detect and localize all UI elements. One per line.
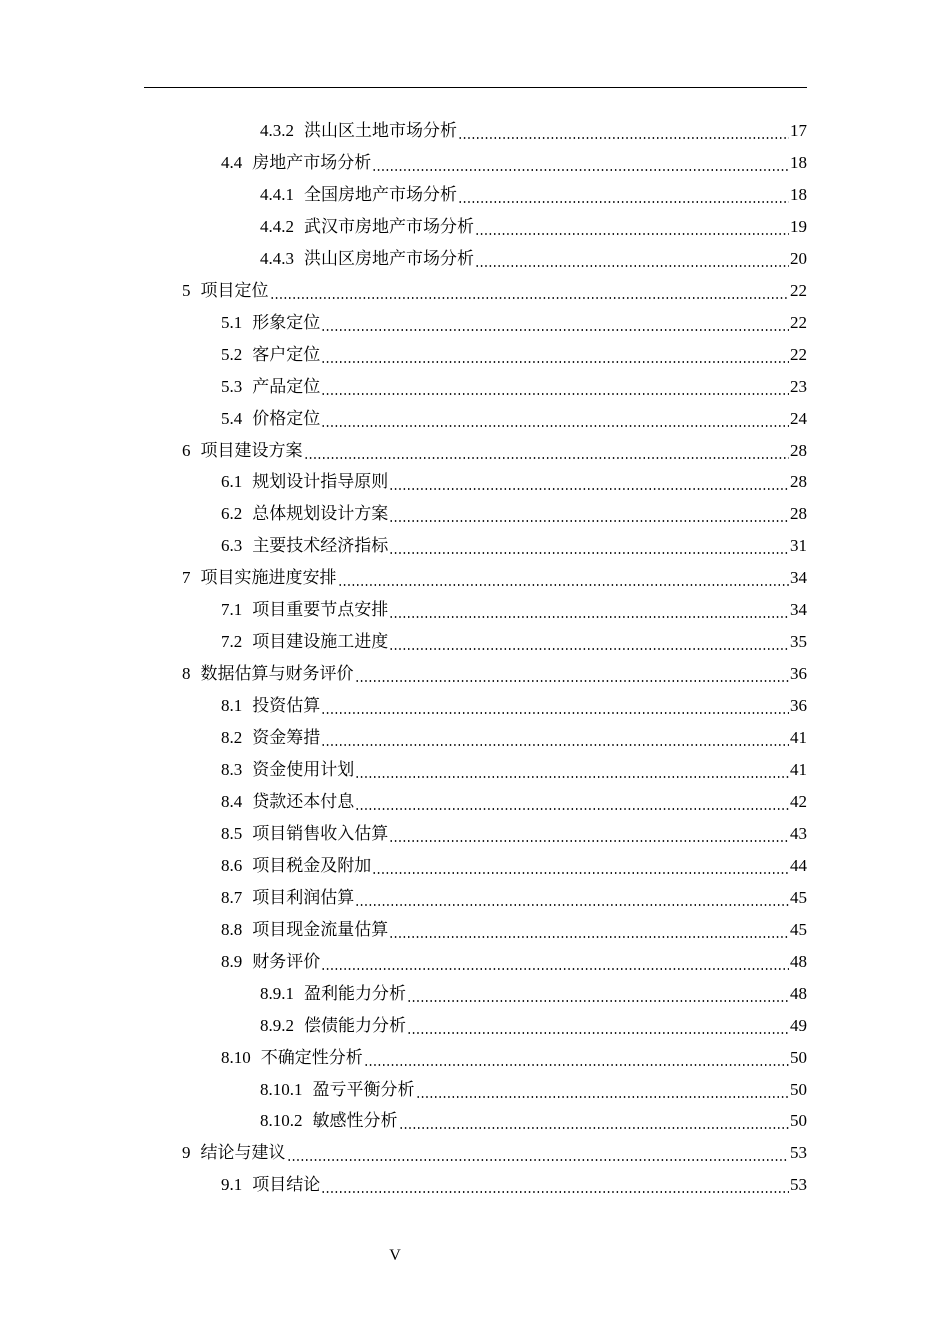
toc-entry-number: 4.4.3 [260, 248, 294, 268]
toc-entry-page: 28 [790, 472, 807, 492]
toc-entry-number: 4.3.2 [260, 121, 294, 140]
toc-entry-number: 7.1 [221, 600, 243, 620]
toc-dot-leader [355, 808, 789, 810]
toc-entry-page: 50 [790, 1047, 807, 1067]
toc-entry-page: 45 [790, 887, 807, 907]
toc-entry-number: 7.2 [221, 632, 243, 652]
toc-entry-title: 项目税金及附加 [252, 855, 372, 875]
toc-entry-title: 房地产市场分析 [252, 152, 372, 172]
toc-entry-page: 36 [790, 664, 807, 684]
toc-entry-number: 8.4 [221, 791, 243, 811]
toc-entry[interactable] [221, 1169, 807, 1201]
toc-entry-page: 19 [790, 216, 807, 236]
toc-entry-page: 35 [790, 632, 807, 652]
toc-entry-title: 规划设计指导原则 [252, 472, 389, 492]
toc-entry[interactable] [221, 914, 807, 946]
toc-entry-number: 4.4 [221, 152, 243, 172]
toc-entry-page: 28 [790, 504, 807, 524]
toc-entry-page: 18 [790, 152, 807, 172]
toc-entry-number: 8.5 [221, 823, 243, 843]
toc-entry-number: 5.1 [221, 312, 243, 332]
toc-entry-title: 投资估算 [252, 696, 321, 716]
toc-entry-number: 8.9.1 [260, 983, 294, 1003]
toc-dot-leader [364, 1064, 789, 1066]
toc-dot-leader [458, 137, 789, 139]
toc-entry[interactable] [182, 435, 807, 467]
toc-entry-page: 50 [790, 1111, 807, 1131]
toc-entry-title: 资金使用计划 [252, 760, 355, 779]
toc-entry[interactable] [221, 722, 807, 754]
toc-entry-title: 项目销售收入估算 [252, 823, 389, 843]
toc-dot-leader [355, 904, 789, 906]
toc-entry-page: 41 [790, 760, 807, 779]
toc-entry[interactable] [221, 466, 807, 498]
toc-entry-number: 5 [182, 280, 191, 300]
toc-dot-leader [458, 201, 789, 203]
toc-entry-page: 36 [790, 696, 807, 716]
toc-dot-leader [321, 329, 789, 331]
toc-entry-number: 7 [182, 568, 191, 588]
toc-entry-number: 8.3 [221, 760, 243, 779]
toc-entry-number: 8.10 [221, 1047, 251, 1067]
toc-entry-title: 主要技术经济指标 [252, 536, 389, 556]
toc-entry-number: 8.7 [221, 887, 243, 907]
toc-entry-page: 42 [790, 791, 807, 811]
toc-entry-title: 项目建设方案 [200, 440, 303, 460]
toc-entry[interactable] [182, 658, 807, 690]
toc-entry-page: 28 [790, 440, 807, 460]
toc-entry-title: 项目重要节点安排 [252, 600, 389, 620]
toc-dot-leader [416, 1096, 790, 1098]
page-number: V [389, 1247, 401, 1264]
toc-entry-title: 项目现金流量估算 [252, 919, 389, 939]
toc-entry-title: 项目建设施工进度 [252, 632, 389, 652]
toc-entry-page: 24 [790, 408, 807, 428]
toc-entry-number: 5.3 [221, 376, 243, 396]
toc-entry[interactable] [260, 179, 807, 211]
toc-entry-page: 53 [790, 1143, 807, 1163]
toc-entry-title: 不确定性分析 [260, 1047, 363, 1067]
toc-dot-leader [321, 712, 789, 714]
toc-dot-leader [304, 457, 790, 459]
toc-entry-title: 洪山区房地产市场分析 [304, 248, 474, 268]
toc-entry-title: 盈利能力分析 [304, 983, 406, 1003]
toc-entry-number: 8.6 [221, 855, 243, 875]
toc-entry[interactable] [221, 498, 807, 530]
toc-entry[interactable] [221, 594, 807, 626]
toc-entry[interactable] [221, 1042, 807, 1074]
toc-entry-number: 6.1 [221, 472, 243, 492]
toc-entry[interactable] [260, 1010, 807, 1042]
toc-entry-title: 全国房地产市场分析 [304, 184, 457, 204]
toc-entry-page: 22 [790, 344, 807, 364]
toc-entry-title: 项目实施进度安排 [200, 568, 337, 588]
toc-dot-leader [399, 1127, 790, 1129]
toc-entry-page: 44 [790, 855, 807, 875]
toc-entry-number: 5.2 [221, 344, 243, 364]
toc-entry-title: 资金筹措 [252, 728, 321, 748]
toc-entry[interactable] [221, 339, 807, 371]
toc-entry-title: 客户定位 [252, 344, 321, 364]
toc-entry-title: 项目利润估算 [252, 887, 355, 907]
toc-entry[interactable] [221, 946, 807, 978]
toc-entry-number: 4.4.2 [260, 216, 294, 236]
toc-entry-title: 武汉市房地产市场分析 [304, 216, 474, 236]
toc-dot-leader [270, 297, 790, 299]
toc-dot-leader [355, 680, 790, 682]
toc-entry[interactable] [221, 882, 807, 914]
toc-entry-number: 6 [182, 440, 191, 460]
toc-dot-leader [389, 936, 789, 938]
toc-entry[interactable] [221, 626, 807, 658]
toc-entry-number: 5.4 [221, 408, 243, 428]
toc-entry-page: 49 [790, 1015, 807, 1035]
toc-dot-leader [321, 968, 789, 970]
toc-entry-page: 48 [790, 951, 807, 971]
toc-entry[interactable] [221, 530, 807, 562]
toc-entry-number: 9.1 [221, 1175, 243, 1195]
toc-entry[interactable] [260, 1105, 807, 1137]
toc-entry-page: 34 [790, 568, 807, 588]
toc-entry[interactable] [221, 307, 807, 339]
toc-entry-number: 6.3 [221, 536, 243, 556]
header-rule [144, 87, 807, 88]
toc-entry-number: 8.10.1 [260, 1079, 303, 1099]
toc-entry-title: 项目结论 [252, 1175, 321, 1195]
toc-entry-title: 盈亏平衡分析 [312, 1079, 415, 1099]
toc-dot-leader [407, 1032, 789, 1034]
toc-entry[interactable] [260, 1074, 807, 1106]
toc-entry-page: 48 [790, 983, 807, 1003]
toc-dot-leader [475, 265, 789, 267]
toc-dot-leader [389, 520, 789, 522]
toc-dot-leader [389, 648, 789, 650]
toc-entry[interactable] [182, 275, 807, 307]
toc-entry-number: 6.2 [221, 504, 243, 524]
toc-entry[interactable] [221, 403, 807, 435]
toc-entry-title: 洪山区土地市场分析 [304, 121, 457, 140]
toc-entry-title: 产品定位 [252, 376, 321, 396]
toc-dot-leader [407, 1000, 789, 1002]
toc-dot-leader [389, 552, 789, 554]
toc-entry-number: 9 [182, 1143, 191, 1163]
toc-entry-page: 43 [790, 823, 807, 843]
toc-dot-leader [389, 488, 789, 490]
toc-entry-page: 34 [790, 600, 807, 620]
toc-dot-leader [321, 744, 789, 746]
toc-entry-title: 形象定位 [252, 312, 321, 332]
toc-entry-page: 45 [790, 919, 807, 939]
toc-dot-leader [321, 425, 789, 427]
toc-dot-leader [372, 872, 789, 874]
toc-entry-title: 价格定位 [252, 408, 321, 428]
toc-entry[interactable] [221, 786, 807, 818]
toc-entry-page: 22 [790, 312, 807, 332]
toc-entry[interactable] [260, 115, 807, 147]
toc-entry[interactable] [260, 243, 807, 275]
toc-dot-leader [287, 1159, 790, 1161]
toc-dot-leader [372, 169, 789, 171]
toc-dot-leader [475, 233, 789, 235]
toc-entry-page: 17 [790, 121, 807, 140]
toc-entry-number: 8 [182, 664, 191, 684]
toc-entry-page: 18 [790, 184, 807, 204]
toc-entry[interactable] [182, 562, 807, 594]
toc-entry-title: 敏感性分析 [312, 1111, 398, 1131]
toc-dot-leader [355, 776, 789, 778]
toc-entry-page: 31 [790, 536, 807, 556]
toc-entry-title: 项目定位 [200, 280, 269, 300]
toc-entry[interactable] [221, 850, 807, 882]
toc-entry-page: 23 [790, 376, 807, 396]
toc-dot-leader [321, 393, 789, 395]
toc-entry-number: 8.2 [221, 728, 243, 748]
toc-entry-title: 偿债能力分析 [304, 1015, 406, 1035]
toc-dot-leader [338, 584, 790, 586]
toc-dot-leader [321, 1191, 789, 1193]
toc-entry[interactable] [221, 754, 807, 786]
toc-entry[interactable] [221, 147, 807, 179]
toc-entry[interactable] [260, 978, 807, 1010]
toc-entry-page: 53 [790, 1175, 807, 1195]
toc-entry[interactable] [182, 1137, 807, 1169]
toc-entry-title: 贷款还本付息 [252, 791, 355, 811]
toc-entry-page: 20 [790, 248, 807, 268]
toc-entry[interactable] [260, 211, 807, 243]
toc-entry[interactable] [221, 818, 807, 850]
toc-dot-leader [389, 840, 789, 842]
toc-entry-title: 数据估算与财务评价 [200, 664, 354, 684]
toc-dot-leader [389, 616, 789, 618]
toc-entry-page: 50 [790, 1079, 807, 1099]
toc-entry-page: 41 [790, 728, 807, 748]
toc-entry-number: 8.9 [221, 951, 243, 971]
toc-entry-number: 8.8 [221, 919, 243, 939]
toc-entry[interactable] [221, 371, 807, 403]
toc-entry-number: 8.10.2 [260, 1111, 303, 1131]
toc-entry-title: 结论与建议 [200, 1143, 286, 1163]
toc-entry-title: 总体规划设计方案 [252, 504, 389, 524]
toc-entry-number: 8.1 [221, 696, 243, 716]
toc-entry-title: 财务评价 [252, 951, 321, 971]
toc-entry[interactable] [221, 690, 807, 722]
toc-dot-leader [321, 361, 789, 363]
toc-entry-page: 22 [790, 280, 807, 300]
toc-entry-number: 4.4.1 [260, 184, 294, 204]
toc-entry-number: 8.9.2 [260, 1015, 294, 1035]
